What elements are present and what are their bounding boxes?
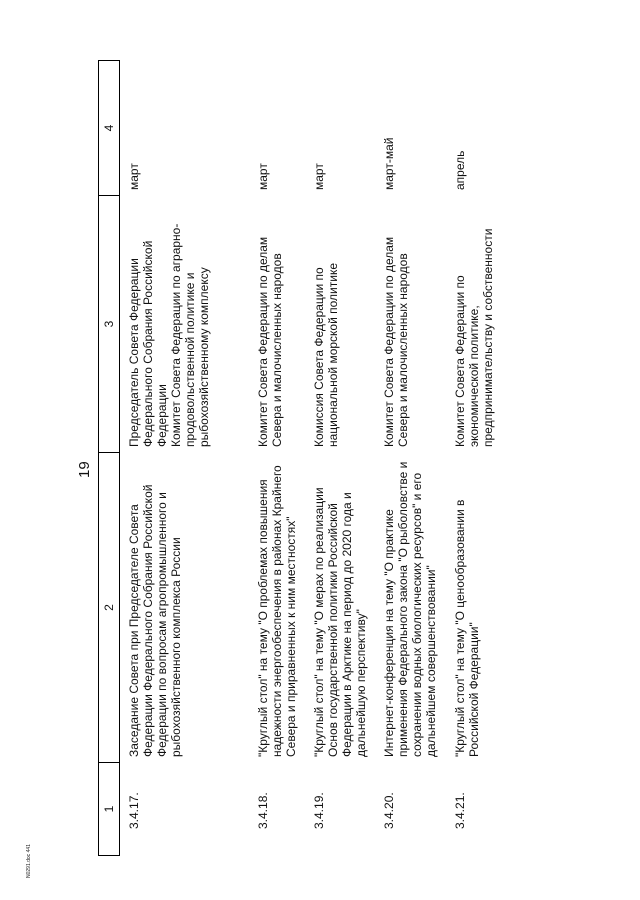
row-number: 3.4.20. bbox=[382, 792, 396, 829]
row-number: 3.4.18. bbox=[256, 792, 270, 829]
row-responsible: Комитет Совета Федерации по делам Севера и малочисленных народов bbox=[382, 236, 410, 447]
row-date: апрель bbox=[453, 150, 467, 190]
table-header bbox=[98, 60, 120, 856]
row-responsible: Комиссия Совета Федерации по национальной морской политике bbox=[312, 262, 340, 447]
row-date: март bbox=[127, 163, 141, 190]
row-number: 3.4.21. bbox=[453, 792, 467, 829]
table-row bbox=[453, 60, 495, 856]
row-event: "Круглый стол" на тему "О мерах по реализации Основ государственной политики Российской Федерации в Арктике на период до 2020 года и дальнейшую перспективу" bbox=[312, 487, 368, 757]
row-number: 3.4.19. bbox=[312, 792, 326, 829]
row-responsible bbox=[127, 194, 211, 451]
row-event: "Круглый стол" на тему "О ценообразовании в Российской Федерации" bbox=[453, 499, 481, 757]
table-row bbox=[382, 60, 438, 856]
table-row bbox=[312, 60, 368, 856]
rotated-page bbox=[70, 60, 630, 856]
table-row bbox=[256, 60, 298, 856]
page-number: 19 bbox=[76, 461, 93, 478]
responsible-line: Председатель Совета Федерации Федерального Собрания Российской Федерации bbox=[127, 240, 169, 447]
header-col-4: 4 bbox=[102, 124, 116, 132]
header-col-3: 3 bbox=[99, 195, 119, 452]
row-responsible: Комитет Совета Федерации по экономической политике, предпринимательству и собственности bbox=[453, 228, 495, 447]
footer-code: N0291.doc 441 bbox=[26, 844, 32, 878]
header-col-1: 1 bbox=[99, 762, 119, 855]
table-row bbox=[127, 60, 211, 856]
row-event: "Круглый стол" на тему "О проблемах повышения надежности энергообеспечения в районах Крайнего Севера и приравненных к ним местностях" bbox=[256, 465, 298, 757]
row-responsible: Комитет Совета Федерации по делам Севера и малочисленных народов bbox=[256, 236, 284, 447]
responsible-line: Комитет Совета Федерации по аграрно-продовольственной политике и рыбохозяйственному комплексу bbox=[169, 223, 211, 447]
row-date: март bbox=[312, 163, 326, 190]
row-event: Интернет-конференция на тему "О практике применения Федерального закона "О рыболовстве и сохранении водных биологических ресурсов" и его дальнейшем совершенствовании" bbox=[382, 461, 438, 757]
row-date: март-май bbox=[382, 137, 396, 190]
row-event: Заседание Совета при Председателе Совета Федерации Федерального Собрания Российской Федерации по вопросам агропромышленного и рыбохозяйственного комплекса России bbox=[127, 484, 183, 757]
row-number: 3.4.17. bbox=[127, 792, 141, 829]
row-date: март bbox=[256, 163, 270, 190]
header-col-2: 2 bbox=[99, 452, 119, 762]
